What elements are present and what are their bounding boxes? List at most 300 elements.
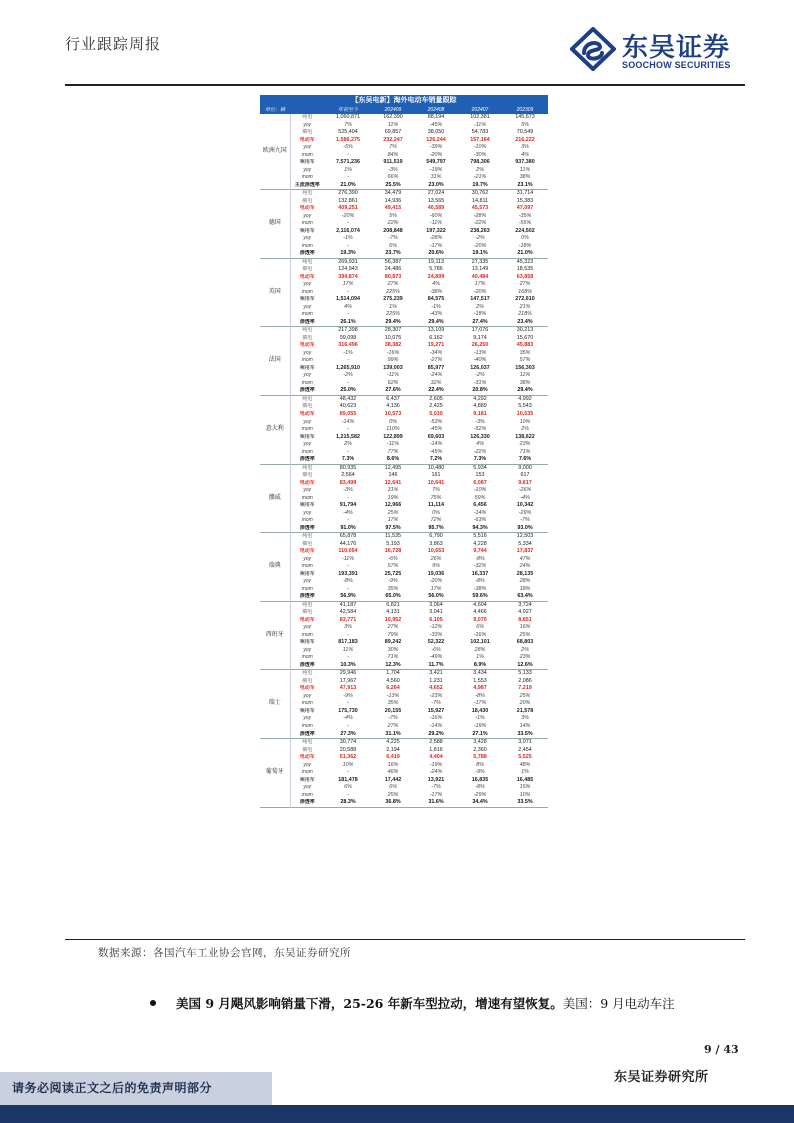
table-cell: - — [347, 448, 349, 455]
table-cell: 7.3% — [473, 456, 487, 463]
metric-label: mom — [301, 723, 313, 729]
table-cell: 1,514,094 — [336, 296, 360, 303]
table-cell: -18% — [518, 242, 532, 249]
table-cell: 51,362 — [339, 754, 357, 761]
table-header-cell: 202408 — [414, 106, 458, 114]
table-cell: 83,771 — [339, 616, 357, 623]
table-cell: 68,803 — [516, 639, 534, 646]
table-cell: 124,943 — [338, 266, 358, 273]
table-cell: 817,183 — [338, 639, 358, 646]
bullet-rest-text: 美国：9 月电动车注 — [562, 996, 675, 1011]
table-cell: 4,404 — [429, 754, 443, 761]
table-cell: 3% — [521, 715, 529, 722]
metric-label: 渗透率 — [299, 456, 315, 463]
metric-label: 电动车 — [299, 685, 315, 692]
table-cell: 3,863 — [429, 540, 443, 547]
table-row — [260, 601, 548, 609]
table-row — [260, 228, 548, 236]
table-cell: 17% — [387, 517, 399, 524]
table-cell: 56.9% — [340, 593, 356, 600]
metric-label: 渗透率 — [299, 799, 315, 806]
table-cell: 31.6% — [428, 799, 444, 806]
metric-label: mom — [301, 631, 313, 638]
table-row — [260, 739, 548, 747]
metric-label: mom — [301, 242, 313, 249]
country-label: 西班牙 — [260, 601, 290, 670]
table-cell: 11.7% — [428, 661, 444, 668]
metric-label: 纯电 — [302, 670, 313, 677]
table-cell: 5,133 — [518, 670, 532, 677]
table-cell: 238,263 — [470, 227, 490, 234]
table-cell: 6% — [389, 242, 397, 249]
table-cell: 6,821 — [386, 601, 400, 608]
table-cell: 10.3% — [340, 661, 356, 668]
metric-label: yoy — [303, 166, 312, 173]
table-cell: 48,432 — [339, 395, 357, 402]
table-cell: -49% — [429, 654, 443, 661]
table-cell: -7% — [388, 235, 398, 242]
table-cell: 3,064 — [429, 601, 443, 608]
table-row — [260, 708, 548, 716]
table-cell: 5,516 — [473, 533, 487, 540]
table-row — [260, 258, 548, 266]
ev-sales-table-figure — [260, 95, 548, 808]
table-row — [260, 411, 548, 419]
table-cell: -45% — [429, 426, 443, 433]
table-row — [260, 777, 548, 785]
table-cell: -17% — [429, 242, 443, 249]
table-row — [260, 700, 548, 708]
table-cell: -14% — [429, 441, 443, 448]
table-cell: 47,097 — [516, 205, 534, 212]
table-cell: 26% — [430, 555, 442, 562]
table-row — [260, 327, 548, 335]
table-cell: 25% — [387, 791, 399, 798]
table-cell: 10,480 — [427, 464, 445, 471]
table-row — [260, 289, 548, 297]
table-cell: 19.7% — [472, 181, 488, 188]
table-row — [260, 480, 548, 488]
table-cell: - — [347, 379, 349, 386]
country-label: 葡萄牙 — [260, 739, 290, 808]
table-cell: -55% — [518, 220, 532, 227]
table-cell: 156,303 — [515, 364, 535, 371]
table-cell: 9,181 — [473, 410, 487, 417]
table-cell: -19% — [429, 761, 443, 768]
table-cell: 89,055 — [339, 410, 357, 417]
metric-label: 乘用车 — [299, 159, 315, 166]
table-cell: 44,176 — [339, 540, 357, 547]
table-row — [260, 281, 548, 289]
table-row — [260, 784, 548, 792]
table-row — [260, 578, 548, 586]
metric-label: 渗透率 — [299, 661, 315, 668]
table-cell: -4% — [343, 715, 353, 722]
table-cell: 2% — [476, 303, 484, 310]
table-cell: 2,588 — [429, 739, 443, 746]
table-cell: 19,036 — [427, 570, 445, 577]
table-cell: -1% — [475, 715, 485, 722]
table-cell: 7.6% — [518, 456, 532, 463]
metric-label: mom — [301, 700, 313, 707]
table-cell: -30% — [473, 151, 487, 158]
table-cell: 4,131 — [386, 609, 400, 616]
table-header-cell: 202309 — [502, 106, 548, 114]
table-row — [260, 502, 548, 510]
table-cell: -52% — [473, 426, 487, 433]
metric-label: mom — [301, 174, 313, 181]
table-cell: 12,495 — [384, 464, 402, 471]
table-cell: 23% — [519, 441, 531, 448]
table-row — [260, 678, 548, 686]
table-cell: 28% — [519, 578, 531, 585]
table-row — [260, 198, 548, 206]
table-row — [260, 213, 548, 221]
metric-label: mom — [301, 517, 313, 524]
table-cell: 0% — [432, 509, 440, 516]
table-cell: 16,835 — [471, 776, 489, 783]
table-cell: -32% — [473, 563, 487, 570]
table-cell: - — [347, 151, 349, 158]
metric-label: 电动车 — [299, 273, 315, 280]
metric-label: yoy — [303, 578, 312, 585]
table-cell: 24,486 — [384, 266, 402, 273]
table-cell: 4,292 — [473, 395, 487, 402]
metric-label: 电动车 — [299, 754, 315, 761]
table-row — [260, 190, 548, 198]
table-cell: 409,251 — [338, 205, 358, 212]
table-cell: -16% — [386, 349, 400, 356]
table-cell: -20% — [473, 242, 487, 249]
table-row — [260, 174, 548, 182]
table-row — [260, 715, 548, 723]
metric-label: 插电 — [302, 677, 313, 684]
table-cell: 5,786 — [429, 266, 443, 273]
table-cell: 25% — [387, 509, 399, 516]
table-cell: 4,136 — [386, 403, 400, 410]
table-cell: 208,848 — [383, 227, 403, 234]
table-cell: 69,857 — [384, 129, 402, 136]
metric-label: 纯电 — [302, 464, 313, 471]
table-cell: 9,744 — [473, 548, 487, 555]
table-cell: 84% — [387, 151, 399, 158]
table-cell: -2% — [475, 235, 485, 242]
table-cell: 91,794 — [339, 502, 357, 509]
table-cell: 15,670 — [516, 334, 534, 341]
table-cell: 798,306 — [470, 159, 490, 166]
table-cell: 3% — [521, 144, 529, 151]
footer-org-name: 东吴证券研究所 — [614, 1070, 709, 1085]
table-row — [260, 609, 548, 617]
table-cell: 1,704 — [386, 670, 400, 677]
metric-label: 插电 — [302, 540, 313, 547]
metric-label: 插电 — [302, 266, 313, 273]
table-cell: 47,913 — [339, 685, 357, 692]
table-cell: 3,434 — [473, 670, 487, 677]
table-cell: 25% — [519, 692, 531, 699]
table-cell: 38,382 — [384, 342, 402, 349]
table-cell: -11% — [341, 555, 355, 562]
table-cell: 6,456 — [473, 502, 487, 509]
table-cell: -23% — [429, 692, 443, 699]
table-cell: 6% — [476, 624, 484, 631]
table-cell: -43% — [429, 311, 443, 318]
table-cell: 168% — [518, 288, 532, 295]
table-cell: 59% — [474, 494, 486, 501]
table-row — [260, 220, 548, 228]
table-cell: -9% — [388, 578, 398, 585]
table-cell: 6,087 — [473, 479, 487, 486]
footer-bar — [0, 1105, 794, 1123]
table-cell: 24,899 — [427, 273, 445, 280]
metric-label: yoy — [303, 784, 312, 791]
table-row — [260, 541, 548, 549]
table-row — [260, 662, 548, 670]
table-cell: 911,519 — [383, 159, 403, 166]
table-cell: -53% — [429, 418, 443, 425]
metric-label: 插电 — [302, 197, 313, 204]
table-cell: 99,098 — [339, 334, 357, 341]
table-cell: 217,398 — [338, 327, 358, 334]
table-cell: 20.6% — [428, 250, 444, 257]
table-cell: 1% — [476, 654, 484, 661]
table-cell: 34,479 — [384, 190, 402, 197]
table-cell: 27.4% — [472, 318, 488, 325]
metric-label: 纯电 — [302, 395, 313, 402]
table-row — [260, 647, 548, 655]
table-cell: 57% — [519, 357, 531, 364]
table-cell: 63,858 — [516, 273, 534, 280]
metric-label: mom — [301, 426, 313, 433]
table-cell: 28% — [474, 646, 486, 653]
bullet-bold-lead: 美国 9 月飓风影响销量下滑，25-26 年新车型拉动，增速有望恢复。 — [176, 996, 563, 1011]
table-cell: -11% — [473, 121, 487, 128]
table-cell: 14% — [519, 723, 531, 729]
table-cell: 16% — [519, 624, 531, 631]
table-cell: 7% — [344, 121, 352, 128]
metric-label: 渗透率 — [299, 387, 315, 394]
metric-label: mom — [301, 357, 313, 364]
metric-label: yoy — [303, 212, 312, 219]
table-cell: 34.4% — [472, 799, 488, 806]
table-cell: 25.5% — [385, 181, 401, 188]
table-cell: 2% — [344, 441, 352, 448]
country-label: 欧洲九国 — [260, 114, 290, 190]
table-cell: 65.0% — [385, 593, 401, 600]
table-cell: 46% — [387, 769, 399, 776]
table-cell: 102,381 — [470, 114, 490, 120]
table-cell: - — [347, 700, 349, 707]
metric-label: 插电 — [302, 609, 313, 616]
table-row — [260, 769, 548, 777]
table-cell: -3% — [388, 166, 398, 173]
table-cell: - — [347, 174, 349, 181]
table-row — [260, 342, 548, 350]
table-cell: -22% — [473, 448, 487, 455]
table-cell: 65,878 — [339, 533, 357, 540]
table-cell: 91.0% — [340, 524, 356, 531]
table-row — [260, 274, 548, 282]
table-cell: 7,571,236 — [336, 159, 360, 166]
table-cell: 175,730 — [338, 707, 358, 714]
table-cell: -22% — [473, 220, 487, 227]
table-cell: 218% — [518, 311, 532, 318]
table-cell: 93.0% — [517, 524, 533, 531]
table-row — [260, 593, 548, 601]
table-cell: 6,437 — [386, 395, 400, 402]
table-row — [260, 365, 548, 373]
metric-label: yoy — [303, 624, 312, 631]
table-cell: 275,239 — [383, 296, 403, 303]
table-row — [260, 159, 548, 167]
table-cell: -2% — [475, 372, 485, 379]
table-cell: -27% — [429, 357, 443, 364]
table-cell: 29.4% — [517, 387, 533, 394]
table-cell: 7,219 — [518, 685, 532, 692]
table-cell: 617 — [520, 472, 530, 479]
table-cell: 1,231 — [429, 677, 443, 684]
table-cell: 14,936 — [384, 197, 402, 204]
table-row — [260, 449, 548, 457]
table-cell: -20% — [473, 288, 487, 295]
table-cell: 45,323 — [516, 258, 534, 265]
table-cell: 126,037 — [470, 364, 490, 371]
table-cell: 45,883 — [516, 342, 534, 349]
table-cell: -2% — [343, 372, 353, 379]
table-cell: 19,271 — [427, 342, 445, 349]
table-cell: 8% — [476, 761, 484, 768]
table-cell: 23.1% — [517, 181, 533, 188]
table-cell: 1,265,910 — [336, 364, 360, 371]
table-row — [260, 419, 548, 427]
metric-label: yoy — [303, 121, 312, 128]
table-cell: 6,264 — [386, 685, 400, 692]
metric-label: 渗透率 — [299, 593, 315, 600]
table-cell: -9% — [475, 769, 485, 776]
table-row — [260, 319, 548, 327]
table-cell: 4,225 — [386, 739, 400, 746]
metric-label: 纯电 — [302, 601, 313, 608]
table-cell: 19.1% — [472, 250, 488, 257]
table-cell: 1% — [521, 769, 529, 776]
table-cell: 2,454 — [518, 746, 532, 753]
table-cell: 132,861 — [338, 197, 358, 204]
table-cell: 5,334 — [518, 540, 532, 547]
table-cell: -6% — [431, 646, 441, 653]
table-cell: 122,899 — [383, 433, 403, 440]
table-cell: 10,641 — [427, 479, 445, 486]
table-cell: 1,553 — [473, 677, 487, 684]
table-cell: 4,228 — [473, 540, 487, 547]
table-cell: 3,041 — [429, 609, 443, 616]
table-cell: -24% — [429, 372, 443, 379]
table-cell: 38,050 — [427, 129, 445, 136]
table-cell: 12,503 — [516, 533, 534, 540]
table-cell: 21.0% — [340, 181, 356, 188]
table-cell: 31,714 — [516, 190, 534, 197]
table-cell: 27% — [387, 624, 399, 631]
table-cell: -9% — [343, 692, 353, 699]
table-cell: 2,605 — [429, 395, 443, 402]
table-cell: 75% — [430, 494, 442, 501]
table-cell: 19.3% — [340, 250, 356, 257]
table-row — [260, 723, 548, 731]
metric-label: mom — [301, 379, 313, 386]
table-cell: 30,213 — [516, 327, 534, 334]
table-cell: -63% — [473, 517, 487, 524]
table-cell: - — [347, 426, 349, 433]
table-row — [260, 632, 548, 640]
metric-label: yoy — [303, 144, 312, 151]
table-cell: - — [347, 288, 349, 295]
data-source-note: 数据来源：各国汽车工业协会官网，东吴证券研究所 — [98, 947, 351, 959]
table-cell: - — [347, 311, 349, 318]
table-cell: 16,728 — [384, 548, 402, 555]
table-cell: 161 — [431, 472, 441, 479]
table-cell: 88,194 — [427, 114, 445, 120]
table-cell: - — [347, 791, 349, 798]
table-row — [260, 624, 548, 632]
table-cell: -38% — [429, 288, 443, 295]
table-cell: -8% — [475, 692, 485, 699]
table-cell: 138,622 — [515, 433, 535, 440]
table-cell: -20% — [341, 212, 355, 219]
table-row — [260, 685, 548, 693]
table-cell: 32% — [430, 379, 442, 386]
table-row — [260, 617, 548, 625]
table-cell: 4,927 — [518, 609, 532, 616]
table-cell: -28% — [473, 212, 487, 219]
table-cell: -10% — [473, 487, 487, 494]
metric-label: yoy — [303, 281, 312, 288]
table-row — [260, 747, 548, 755]
metric-label: mom — [301, 769, 313, 776]
table-cell: 5,030 — [429, 410, 443, 417]
table-row — [260, 693, 548, 701]
table-cell: 99% — [387, 357, 399, 364]
table-cell: 17% — [430, 585, 442, 592]
table-cell: 21,578 — [516, 707, 534, 714]
table-cell: 70,549 — [516, 129, 534, 136]
table-row — [260, 510, 548, 518]
table-row — [260, 556, 548, 564]
table-cell: 4% — [476, 441, 484, 448]
table-cell: 19,113 — [427, 258, 445, 265]
table-cell: 3% — [344, 624, 352, 631]
table-cell: 5,934 — [473, 464, 487, 471]
company-logo — [570, 27, 740, 71]
table-row — [260, 792, 548, 800]
table-row — [260, 670, 548, 678]
table-cell: -39% — [429, 144, 443, 151]
table-row — [260, 266, 548, 274]
table-cell: 27% — [519, 281, 531, 288]
table-cell: 145,673 — [515, 114, 535, 120]
table-cell: 12.3% — [385, 661, 401, 668]
table-cell: 20,155 — [384, 707, 402, 714]
table-cell: 2% — [521, 646, 529, 653]
table-cell: 11,114 — [428, 502, 444, 509]
table-cell: 110,054 — [338, 548, 358, 555]
table-cell: -7% — [520, 517, 530, 524]
table-cell: - — [347, 563, 349, 570]
table-cell: 54,783 — [471, 129, 489, 136]
table-row — [260, 441, 548, 449]
metric-label: mom — [301, 311, 313, 318]
table-cell: -3% — [475, 418, 485, 425]
table-cell: 27,024 — [427, 190, 445, 197]
metric-label: yoy — [303, 509, 312, 516]
